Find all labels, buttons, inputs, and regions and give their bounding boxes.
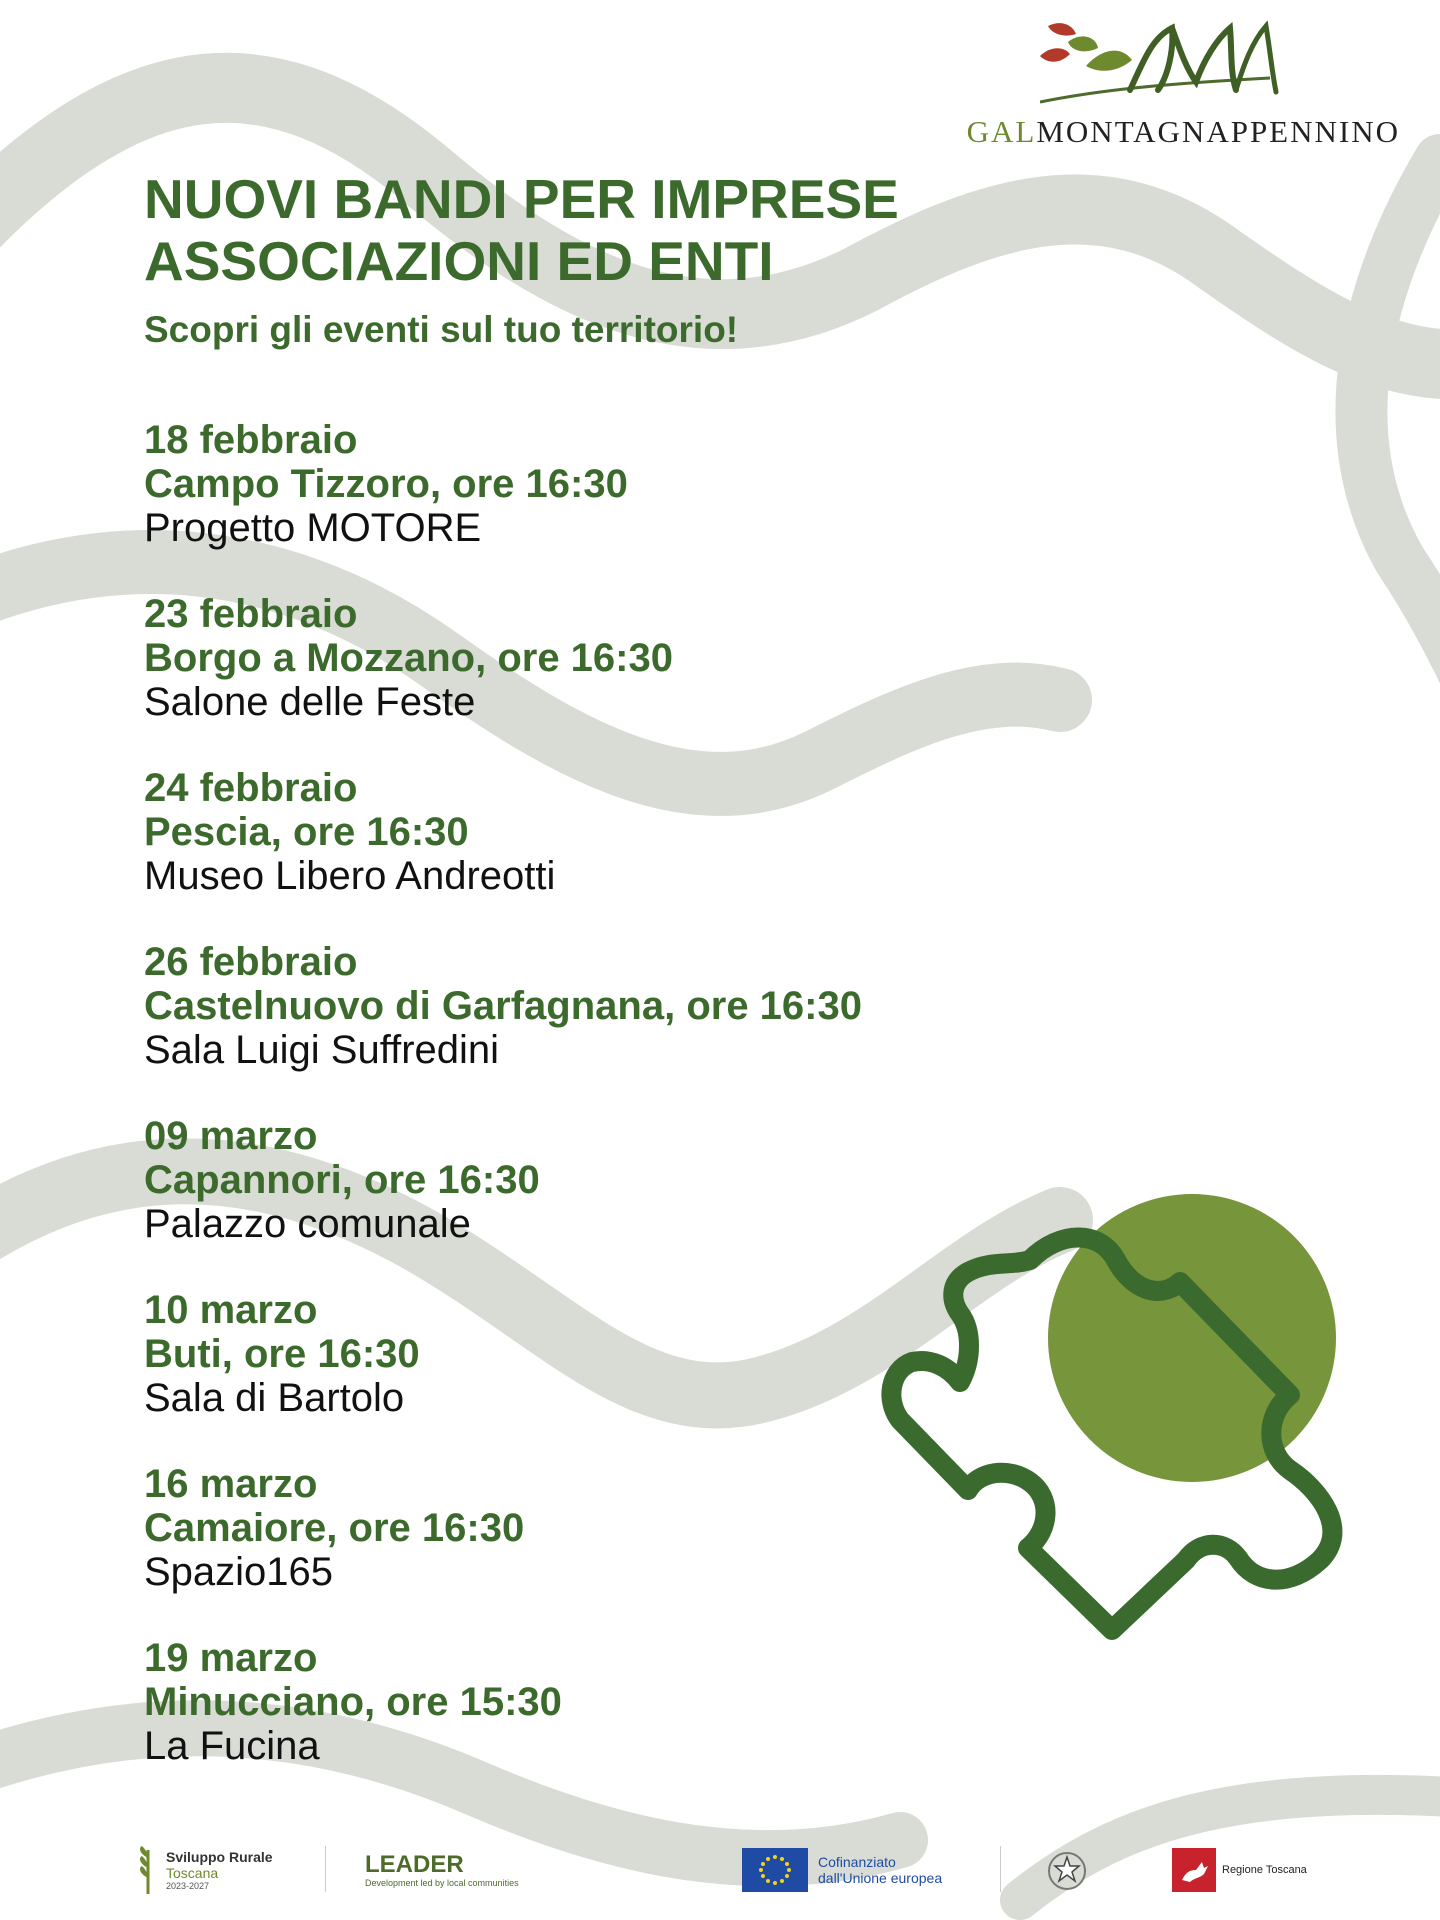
event-place-time: Pescia, ore 16:30 xyxy=(144,810,469,854)
psr-line-1: Sviluppo Rurale xyxy=(166,1849,273,1865)
event-place-time: Campo Tizzoro, ore 16:30 xyxy=(144,462,628,506)
event-place-time: Camaiore, ore 16:30 xyxy=(144,1506,525,1550)
title-line-1: NUOVI BANDI PER IMPRESE xyxy=(144,168,899,230)
event-item xyxy=(144,592,1044,766)
event-item xyxy=(144,418,1044,592)
event-place-time: Buti, ore 16:30 xyxy=(144,1332,420,1376)
event-venue: Progetto MOTORE xyxy=(144,506,482,550)
logo-prefix: GAL xyxy=(966,114,1037,149)
event-date: 24 febbraio xyxy=(144,766,358,810)
event-date: 10 marzo xyxy=(144,1288,318,1332)
wheat-icon xyxy=(134,1844,160,1896)
puzzle-piece-icon xyxy=(880,1190,1350,1650)
event-place-time: Borgo a Mozzano, ore 16:30 xyxy=(144,636,673,680)
eu-line-1: Cofinanziato xyxy=(818,1854,896,1870)
event-date: 18 febbraio xyxy=(144,418,358,462)
title-line-2: ASSOCIAZIONI ED ENTI xyxy=(144,230,774,292)
eu-flag-icon xyxy=(742,1848,808,1892)
event-venue: Museo Libero Andreotti xyxy=(144,854,556,898)
gal-logo xyxy=(930,20,1400,155)
event-place-time: Castelnuovo di Garfagnana, ore 16:30 xyxy=(144,984,862,1028)
footer-divider xyxy=(1000,1846,1001,1892)
event-venue: La Fucina xyxy=(144,1724,320,1768)
event-item xyxy=(144,940,1044,1114)
event-venue: Sala di Bartolo xyxy=(144,1376,405,1420)
event-venue: Salone delle Feste xyxy=(144,680,476,724)
pegasus-icon xyxy=(1172,1848,1216,1892)
subtitle: Scopri gli eventi sul tuo territorio! xyxy=(144,309,739,350)
psr-line-2: Toscana xyxy=(166,1865,219,1881)
leader-logo xyxy=(365,1840,575,1900)
footer-divider xyxy=(325,1846,326,1892)
star-emblem-icon xyxy=(1045,1847,1089,1893)
event-venue: Palazzo comunale xyxy=(144,1202,471,1246)
italian-republic-emblem xyxy=(1045,1840,1091,1900)
leader-subtitle: Development led by local communities xyxy=(365,1878,519,1888)
event-venue: Sala Luigi Suffredini xyxy=(144,1028,500,1072)
logo-name: MONTAGNAPPENNINO xyxy=(1036,114,1400,149)
event-venue: Spazio165 xyxy=(144,1550,334,1594)
event-date: 19 marzo xyxy=(144,1636,318,1680)
event-item xyxy=(144,1636,1044,1810)
eu-logo xyxy=(742,1840,992,1900)
footer-logos xyxy=(0,1840,1440,1910)
sviluppo-rurale-logo xyxy=(134,1840,294,1900)
event-item xyxy=(144,766,1044,940)
headline xyxy=(144,168,1044,352)
event-date: 09 marzo xyxy=(144,1114,318,1158)
eu-line-2: dall'Unione europea xyxy=(818,1870,943,1886)
event-place-time: Minucciano, ore 15:30 xyxy=(144,1680,562,1724)
region-label: Regione Toscana xyxy=(1222,1864,1307,1876)
psr-line-3: 2023-2027 xyxy=(166,1881,210,1891)
regione-toscana-logo xyxy=(1172,1840,1322,1900)
event-date: 26 febbraio xyxy=(144,940,358,984)
event-date: 16 marzo xyxy=(144,1462,318,1506)
leaf-sprig-icon xyxy=(1040,20,1280,112)
leader-title: LEADER xyxy=(365,1851,464,1878)
logo-text xyxy=(930,114,1400,150)
event-date: 23 febbraio xyxy=(144,592,358,636)
event-place-time: Capannori, ore 16:30 xyxy=(144,1158,540,1202)
